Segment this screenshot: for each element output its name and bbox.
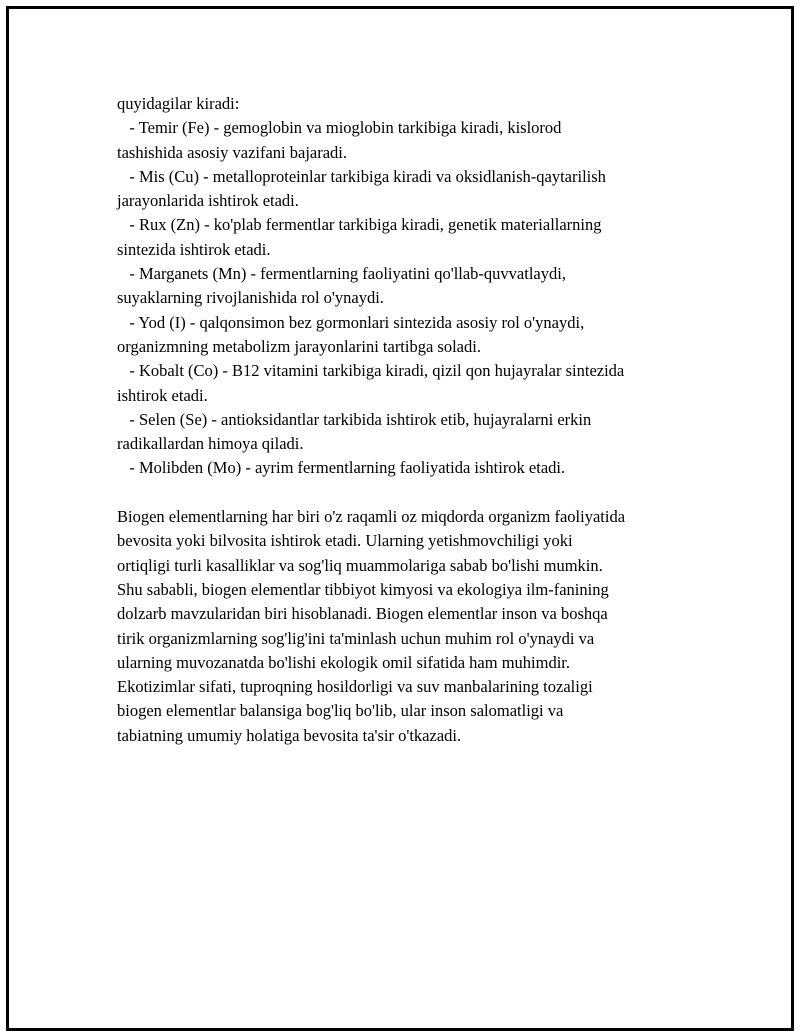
list-item-iron	[117, 116, 697, 165]
paragraph-line: bevosita yoki bilvosita ishtirok etadi. Ularning yetishmovchiligi yoki	[117, 531, 573, 551]
paragraph-line: biogen elementlar balansiga bog'liq bo'lib, ular inson salomatligi va	[117, 701, 564, 721]
list-item-zinc	[117, 213, 697, 262]
list-intro: quyidagilar kiradi:	[117, 94, 240, 113]
paragraph-line: tirik organizmlarning sog'lig'ini ta'minlash uchun muhim rol o'ynaydi va	[117, 628, 595, 648]
list-item-line: radikallardan himoya qiladi.	[117, 434, 304, 454]
list-item-manganese	[117, 262, 697, 311]
list-item-line: suyaklarning rivojlanishida rol o'ynaydi.	[117, 288, 384, 308]
paragraph-line: dolzarb mavzularidan biri hisoblanadi. Biogen elementlar inson va boshqa	[117, 604, 608, 624]
element-list	[117, 116, 697, 480]
list-item-line: - Rux (Zn) - ko'plab fermentlar tarkibiga kiradi, genetik materiallarning	[117, 215, 602, 235]
list-item-line: - Yod (I) - qalqonsimon bez gormonlari sintezida asosiy rol o'ynaydi,	[117, 312, 585, 332]
list-item-line: - Temir (Fe) - gemoglobin va mioglobin tarkibiga kiradi, kislorod	[117, 118, 562, 138]
conclusion-paragraph	[117, 505, 697, 748]
paragraph-line: Shu sababli, biogen elementlar tibbiyot kimyosi va ekologiya ilm-fanining	[117, 579, 609, 599]
list-item-iodine	[117, 311, 697, 360]
list-item-selenium	[117, 408, 697, 457]
list-item-line: - Kobalt (Co) - B12 vitamini tarkibiga kiradi, qizil qon hujayralar sintezida	[117, 361, 625, 381]
list-item-line: sintezida ishtirok etadi.	[117, 239, 271, 259]
list-item-line: ishtirok etadi.	[117, 385, 208, 405]
list-item-line: - Molibden (Mo) - ayrim fermentlarning faoliyatida ishtirok etadi.	[117, 458, 566, 478]
paragraph-line: Ekotizimlar sifati, tuproqning hosildorligi va suv manbalarining tozaligi	[117, 677, 593, 697]
document-body	[117, 92, 697, 748]
list-item-line: - Marganets (Mn) - fermentlarning faoliyatini qo'llab-quvvatlaydi,	[117, 264, 566, 284]
list-item-molybdenum	[117, 456, 697, 480]
paragraph-line: Biogen elementlarning har biri o'z raqamli oz miqdorda organizm faoliyatida	[117, 507, 626, 527]
list-item-cobalt	[117, 359, 697, 408]
list-item-line: organizmning metabolizm jarayonlarini tartibga soladi.	[117, 336, 481, 356]
paragraph-line: ortiqligi turli kasalliklar va sog'liq muammolariga sabab bo'lishi mumkin.	[117, 555, 603, 575]
paragraph-line: ularning muvozanatda bo'lishi ekologik omil sifatida ham muhimdir.	[117, 652, 570, 672]
list-item-line: jarayonlarida ishtirok etadi.	[117, 191, 299, 211]
list-item-line: tashishida asosiy vazifani bajaradi.	[117, 142, 348, 162]
list-item-line: - Selen (Se) - antioksidantlar tarkibida ishtirok etib, hujayralarni erkin	[117, 409, 592, 429]
paragraph-line: tabiatning umumiy holatiga bevosita ta'sir o'tkazadi.	[117, 725, 462, 745]
paragraph-spacer	[117, 481, 697, 505]
list-item-copper	[117, 165, 697, 214]
list-item-line: - Mis (Cu) - metalloproteinlar tarkibiga kiradi va oksidlanish-qaytarilish	[117, 166, 606, 186]
